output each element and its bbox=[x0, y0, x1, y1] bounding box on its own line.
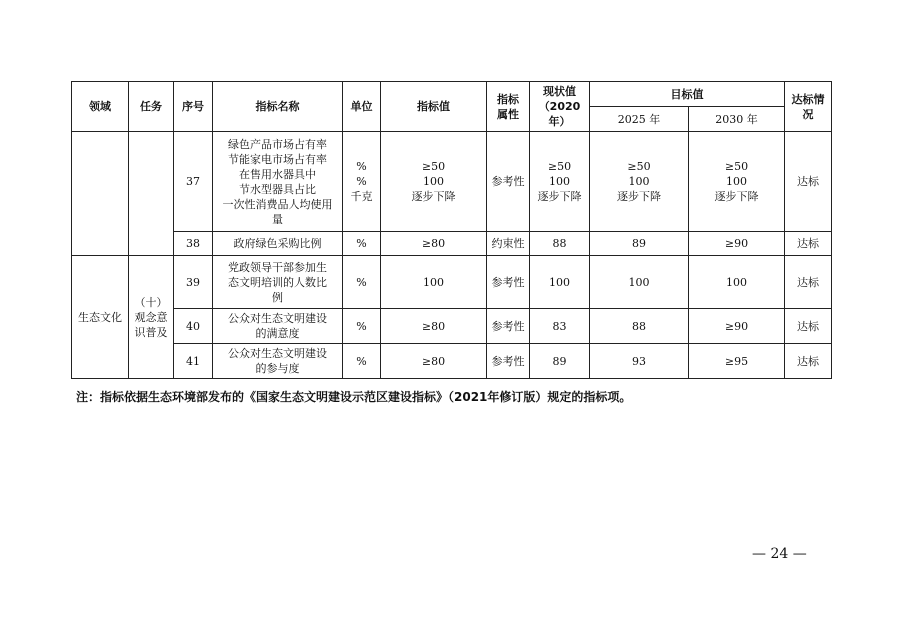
header-achievement: 达标情况 bbox=[785, 82, 832, 132]
target-2025-cell: 88 bbox=[590, 309, 689, 344]
indicator-name: 绿色产品市场占有率 节能家电市场占有率 在售用水器具中 节水型器具占比 一次性消费品人均使用 量 bbox=[213, 132, 343, 232]
status-cell: ≥50 100 逐步下降 bbox=[530, 132, 590, 232]
table-row bbox=[72, 132, 832, 232]
unit-cell: % % 千克 bbox=[343, 132, 381, 232]
header-domain: 领域 bbox=[72, 82, 129, 132]
table-row bbox=[72, 256, 832, 309]
target-2025-cell: 89 bbox=[590, 232, 689, 256]
indicator-value: 100 bbox=[381, 256, 487, 309]
indicator-value: ≥80 bbox=[381, 232, 487, 256]
header-target-2025: 2025 年 bbox=[590, 107, 689, 132]
attribute-cell: 约束性 bbox=[487, 232, 530, 256]
status-cell: 83 bbox=[530, 309, 590, 344]
table-row bbox=[72, 344, 832, 379]
target-2030-cell: ≥90 bbox=[689, 232, 785, 256]
achievement-cell: 达标 bbox=[785, 344, 832, 379]
indicator-name: 党政领导干部参加生 态文明培训的人数比 例 bbox=[213, 256, 343, 309]
achievement-cell: 达标 bbox=[785, 132, 832, 232]
attribute-cell: 参考性 bbox=[487, 309, 530, 344]
attribute-cell: 参考性 bbox=[487, 256, 530, 309]
achievement-cell: 达标 bbox=[785, 256, 832, 309]
target-2030-cell: ≥90 bbox=[689, 309, 785, 344]
row-index: 40 bbox=[174, 309, 213, 344]
table-footnote: 注：指标依据生态环境部发布的《国家生态文明建设示范区建设指标》（2021年修订版）规定的指标项。 bbox=[76, 390, 632, 404]
indicator-name: 政府绿色采购比例 bbox=[213, 232, 343, 256]
indicator-table bbox=[71, 81, 832, 379]
domain-cell-empty bbox=[72, 132, 129, 256]
row-index: 37 bbox=[174, 132, 213, 232]
header-target-2030: 2030 年 bbox=[689, 107, 785, 132]
status-cell: 88 bbox=[530, 232, 590, 256]
status-cell: 100 bbox=[530, 256, 590, 309]
target-2025-cell: ≥50 100 逐步下降 bbox=[590, 132, 689, 232]
indicator-value: ≥80 bbox=[381, 309, 487, 344]
indicator-name: 公众对生态文明建设 的满意度 bbox=[213, 309, 343, 344]
unit-cell: % bbox=[343, 309, 381, 344]
indicator-value: ≥80 bbox=[381, 344, 487, 379]
table-row bbox=[72, 232, 832, 256]
task-cell-empty bbox=[129, 132, 174, 256]
header-unit: 单位 bbox=[343, 82, 381, 132]
attribute-cell: 参考性 bbox=[487, 132, 530, 232]
header-status-2020: 现状值 （2020 年） bbox=[530, 82, 590, 132]
target-2025-cell: 93 bbox=[590, 344, 689, 379]
row-index: 38 bbox=[174, 232, 213, 256]
achievement-cell: 达标 bbox=[785, 309, 832, 344]
target-2030-cell: ≥50 100 逐步下降 bbox=[689, 132, 785, 232]
indicator-name: 公众对生态文明建设 的参与度 bbox=[213, 344, 343, 379]
indicator-value: ≥50 100 逐步下降 bbox=[381, 132, 487, 232]
domain-cell: 生态文化 bbox=[72, 256, 129, 379]
row-index: 41 bbox=[174, 344, 213, 379]
target-2030-cell: 100 bbox=[689, 256, 785, 309]
row-index: 39 bbox=[174, 256, 213, 309]
table-row bbox=[72, 309, 832, 344]
header-target-value: 目标值 bbox=[590, 82, 785, 107]
achievement-cell: 达标 bbox=[785, 232, 832, 256]
page-number: — 24 — bbox=[752, 546, 807, 562]
task-cell: （十） 观念意 识普及 bbox=[129, 256, 174, 379]
header-attribute: 指标 属性 bbox=[487, 82, 530, 132]
unit-cell: % bbox=[343, 232, 381, 256]
attribute-cell: 参考性 bbox=[487, 344, 530, 379]
header-task: 任务 bbox=[129, 82, 174, 132]
header-indicator-value: 指标值 bbox=[381, 82, 487, 132]
header-index: 序号 bbox=[174, 82, 213, 132]
target-2030-cell: ≥95 bbox=[689, 344, 785, 379]
header-indicator-name: 指标名称 bbox=[213, 82, 343, 132]
unit-cell: % bbox=[343, 344, 381, 379]
status-cell: 89 bbox=[530, 344, 590, 379]
target-2025-cell: 100 bbox=[590, 256, 689, 309]
unit-cell: % bbox=[343, 256, 381, 309]
